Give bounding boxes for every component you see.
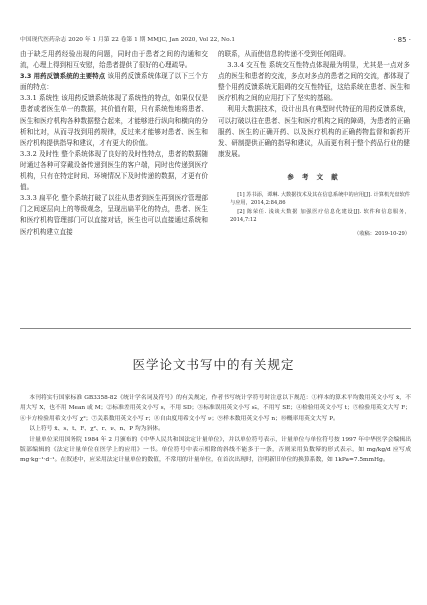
- right-para-continued: 的联系，从而使信息的传递不受到任何阻碍。: [218, 50, 350, 58]
- right-column: [218, 49, 410, 240]
- left-column: [20, 49, 208, 238]
- reference-item: [1] 苏书添，谭琳. 大数据技术及其在信息系统中的应用[J]. 计算机光盘软件与应用，2014,2:84,86: [230, 192, 410, 207]
- subsection-3-3-1: [20, 93, 208, 148]
- journal-line: 中国现代医药杂志 2020 年 1 月第 22 卷第 1 期 MMJC, Jan 2020, Vol 22, No.1: [20, 37, 236, 43]
- references-title: 参 考 文 献: [287, 172, 341, 181]
- received-date: （收稿：2019-10-29）: [354, 230, 410, 237]
- article-body: [20, 393, 411, 466]
- article-paragraph: 本刊将实行国家标准 GB3358-82《统计学名词及符号》的有关规定，作者书写统计学符号时注意以下规范：①样本的算术平均数用英文小写 x̄，不用大写 X，也不用 Mean 或 M；②标准差用英文小写 s，不用 SD；③标准误用英文小写 sₓ̄，不用写 SE；④检验用英文小写 t；⑤检验用英文大写 F；⑥卡方检验用希文小写 χ²；⑦关系数用英文小写 r；⑧自由度用希文小写 ν；⑨样本数用英文小写 n；⑩概率用英文大写 P。: [20, 395, 411, 422]
- subsection-3-3-3: [20, 193, 208, 237]
- subsection-3-3-4: [218, 60, 410, 104]
- section-heading-rest: 该用药反馈系统体现了以下三个方面的特点：: [20, 72, 209, 92]
- reference-item: [2] 陈荣任. 浅谈大数据 加强医疗信息化建设[J]. 软件和信息服务，2014,7:12: [230, 208, 410, 224]
- subsection-head: 3.3.3 扁平化: [20, 194, 59, 203]
- article-paragraph: 计量单位采用国务院 1984 年 2 月颁布的《中华人民共和国法定计量单位》，并以单位符号表示，计量单位与单位符号按 1997 年中华医学会编辑出版部编辑的《法定计量单位在医学上的应用》一书。单位符号中表示相除的斜线不能多于一条，否则采用负数幂的形式表示，如 mg/kg/d 应写成 mg·kg⁻¹·d⁻¹。在叙述中，应采用法定计量单位的数值，不常用的计量单位，在首次出现时，注明新旧单位的换算系数，如 1kPa=7.5mmHg。: [20, 436, 411, 464]
- subsection-text: 整个系统体现了良好的及时性特点，患者的数据随时通过各种可穿戴设备传递到医生的客户端，同时也传递到医疗机构，只有在特定时间、环境情况下及时传递的数据，才更有价值。: [20, 149, 209, 192]
- section-divider: [20, 328, 411, 329]
- subsection-3-3-2: [20, 149, 208, 193]
- subsection-head: 3.3.2 及时性: [20, 149, 59, 158]
- article-title: 医学论文书写中的有关规定: [132, 357, 295, 372]
- subsection-text: 系统交互性特点体现最为明显，尤其是一点对多点的医生和患者的交流，多点对多点的患者之间的交流，都体现了整个用药反馈系统无阻碍的交互性特征，这给系统在患者、医生和医疗机构之间的应用打下了坚实的基础。: [218, 61, 411, 103]
- subsection-head: 3.3.4 交互性: [227, 61, 267, 70]
- subsection-text: 该用药反馈系统体现了系统性的特点，如果仅仅是患者或者医生单一的数据，其价值有限，只有系统性地将患者、医生和医疗机构各种数据整合起来，才能够进行纵向和横向的分析和比对，从而寻找到用药规律，反过来才能够对患者、医生和医疗机构提供指导和建议，才有更大的价值。: [20, 94, 209, 147]
- subsection-text: 整个系统打破了以往从患者到医生再到医疗管理部门之间逐层向上的等级观念，呈现出扁平化的特点，患者、医生和医疗机构管理部门可以直接对话，医生也可以直接通过系统和医疗机构建立直接: [20, 194, 209, 236]
- left-para-continued: 由于缺乏用药经验出现的问题，同时由于患者之间的沟通和交流，心理上得到相互安慰，给患者提供了很好的心理疏导。: [20, 50, 208, 70]
- section-heading: 3.3 用药反馈系统的主要特点: [20, 72, 106, 81]
- page-number: · 85 ·: [393, 36, 411, 44]
- subsection-head: 3.3.1 系统性: [20, 94, 59, 103]
- section-3-3: [20, 71, 208, 93]
- article-paragraph: 以上符号 x̄、s、t、F、χ²、r、ν、n、P 均为斜体。: [29, 426, 164, 433]
- page-header: [20, 34, 411, 46]
- conclusion-paragraph: 利用大数据技术，设计出具有典型时代特征的用药反馈系统，可以打破以往在患者、医生和医疗机构之间的障碍，为患者的正确服药、医生的正确开药、以及医疗机构的正确药物监督和新药开发、研制提供正确的指导和建议，从而更有利于整个药品行业的健康发展。: [218, 105, 410, 158]
